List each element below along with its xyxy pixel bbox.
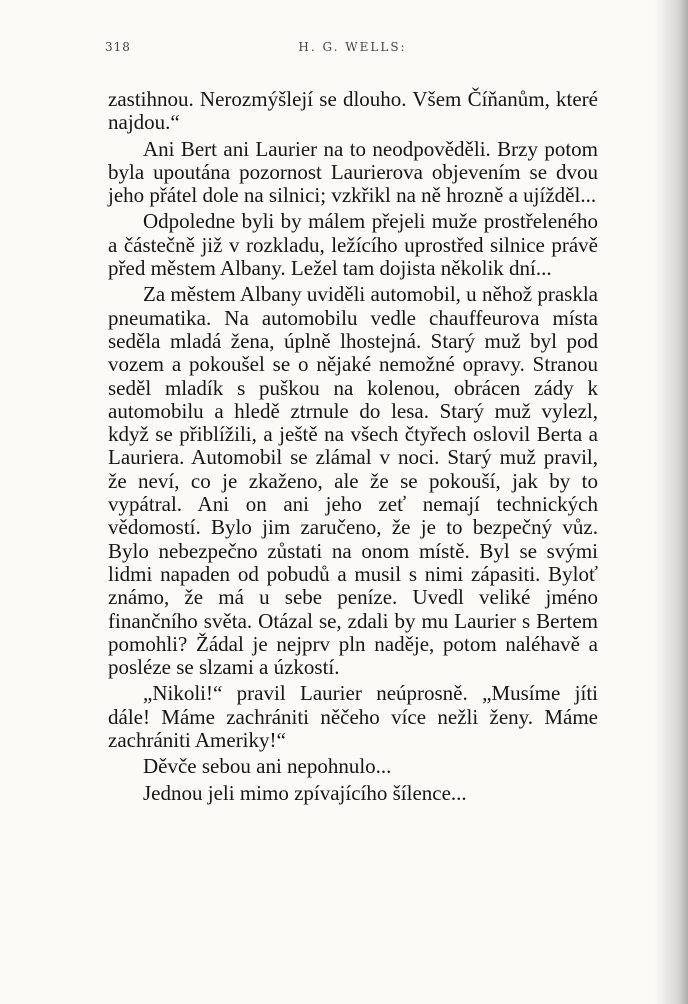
page-number: 318	[105, 40, 131, 54]
running-head: H. G. WELLS:	[298, 40, 407, 54]
paragraph: „Nikoli!“ pravil Laurier neúprosně. „Musíme jíti dále! Máme zachrániti něčeho více nežli ženy. Máme zachrániti Ameriky!“	[108, 681, 598, 753]
paragraph: Odpoledne byli by málem přejeli muže prostřeleného a částečně již v rozkladu, ležícího uprostřed silnice právě před městem Albany. Ležel tam dojista několik dní...	[108, 209, 598, 281]
page-edge-shadow	[654, 0, 688, 1004]
paragraph: Jednou jeli mimo zpívajícího šílence...	[143, 780, 467, 805]
page-header	[105, 40, 600, 60]
paragraph: Za městem Albany uviděli automobil, u něhož praskla pneumatika. Na automobilu vedle chauffeurova místa seděla mladá žena, úplně lhostejná. Starý muž byl pod vozem a pokoušel se o nějaké nemožné opravy. Stranou seděl mladík s puškou na kolenou, obrácen zády k automobilu a hledě ztrnule do lesa. Starý muž vylezl, když se přiblížili, a ještě na všech čtyřech oslovil Berta a Lauriera. Automobil se zlámal v noci. Starý muž pravil, že neví, co je zkaženo, ale že se pokouší, jak by to vypátral. Ani on ani jeho zeť nemají technických vědomostí. Bylo jim zaručeno, že je to bezpečný vůz. Bylo nebezpečno zůstati na onom místě. Byl se svými lidmi napaden od pobudů a musil s nimi zápasiti. Byloť známo, že má u sebe peníze. Uvedl veliké jméno finančního světa. Otázal se, zdali by mu Laurier s Bertem pomohli? Žádal je nejprv pln naděje, potom naléhavě a posléze se slzami a úzkostí.	[108, 282, 598, 680]
body-text	[108, 88, 598, 808]
paragraph: zastihnou. Nerozmýšlejí se dlouho. Všem Číňanům, které najdou.“	[108, 87, 598, 135]
paragraph: Děvče sebou ani nepohnulo...	[143, 754, 392, 779]
paragraph: Ani Bert ani Laurier na to neodpověděli. Brzy potom byla upoutána pozornost Laurierova objevením se dvou jeho přátel dole na silnici; vzkřikl na ně hrozně a ujížděl...	[108, 136, 598, 208]
